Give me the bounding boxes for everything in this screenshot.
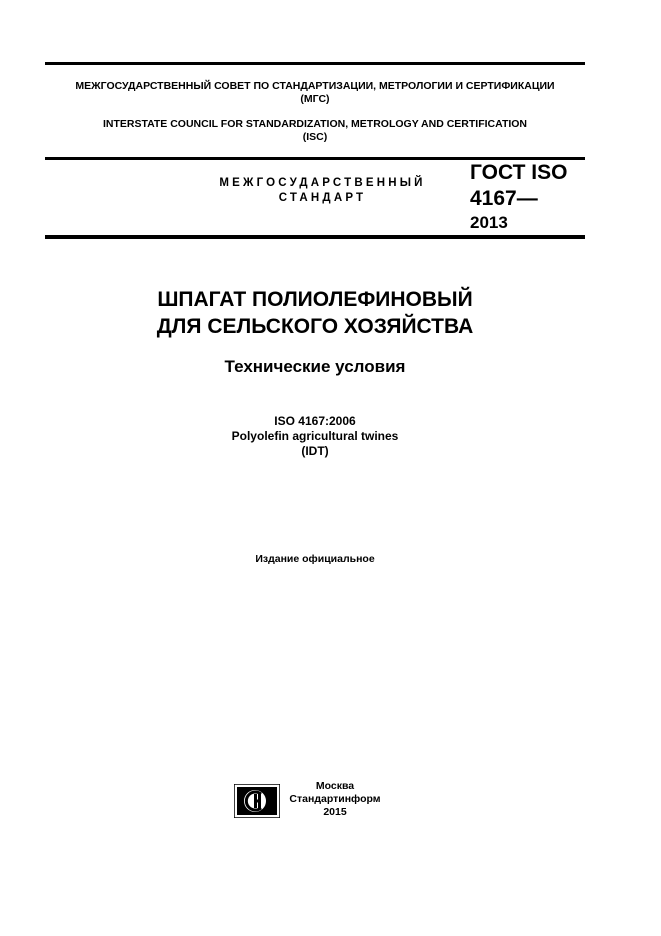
- bottom-rule: [45, 235, 585, 239]
- iso-name: Polyolefin agricultural twines: [231, 429, 399, 443]
- designation-year: 2013: [470, 213, 508, 232]
- council-name-en-line1: INTERSTATE COUNCIL FOR STANDARDIZATION, METROLOGY AND CERTIFICATION: [102, 118, 528, 130]
- designation-line1: ГОСТ ISO: [470, 161, 568, 184]
- iso-reference: [45, 414, 585, 459]
- publisher-name: Стандартинформ: [289, 793, 381, 805]
- document-title: [45, 286, 585, 340]
- council-name-ru: [45, 80, 585, 106]
- title-line1: ШПАГАТ ПОЛИОЛЕФИНОВЫЙ: [157, 288, 473, 311]
- top-rule: [45, 62, 585, 65]
- document-subtitle: Технические условия: [224, 357, 406, 376]
- standard-designation: [470, 160, 585, 234]
- publisher-city: Москва: [315, 780, 355, 792]
- council-abbr-ru: (МГС): [300, 93, 330, 105]
- standartinform-logo-icon: [234, 784, 280, 818]
- publisher-year: 2015: [323, 806, 347, 818]
- title-line2: ДЛЯ СЕЛЬСКОГО ХОЗЯЙСТВА: [156, 315, 474, 338]
- council-name-en: [45, 118, 585, 144]
- standard-type: [185, 176, 460, 206]
- council-abbr-en: (ISC): [302, 131, 328, 143]
- standard-type-line2: СТАНДАРТ: [278, 192, 367, 204]
- council-name-ru-line1: МЕЖГОСУДАРСТВЕННЫЙ СОВЕТ ПО СТАНДАРТИЗАЦИИ, МЕТРОЛОГИИ И СЕРТИФИКАЦИИ: [75, 80, 555, 92]
- iso-degree: (IDT): [301, 444, 329, 458]
- iso-number: ISO 4167:2006: [274, 414, 356, 428]
- designation-line2: 4167—: [470, 187, 538, 210]
- publisher-block: [285, 780, 385, 819]
- edition-label: Издание официальное: [255, 553, 375, 565]
- standard-type-line1: МЕЖГОСУДАРСТВЕННЫЙ: [219, 177, 426, 189]
